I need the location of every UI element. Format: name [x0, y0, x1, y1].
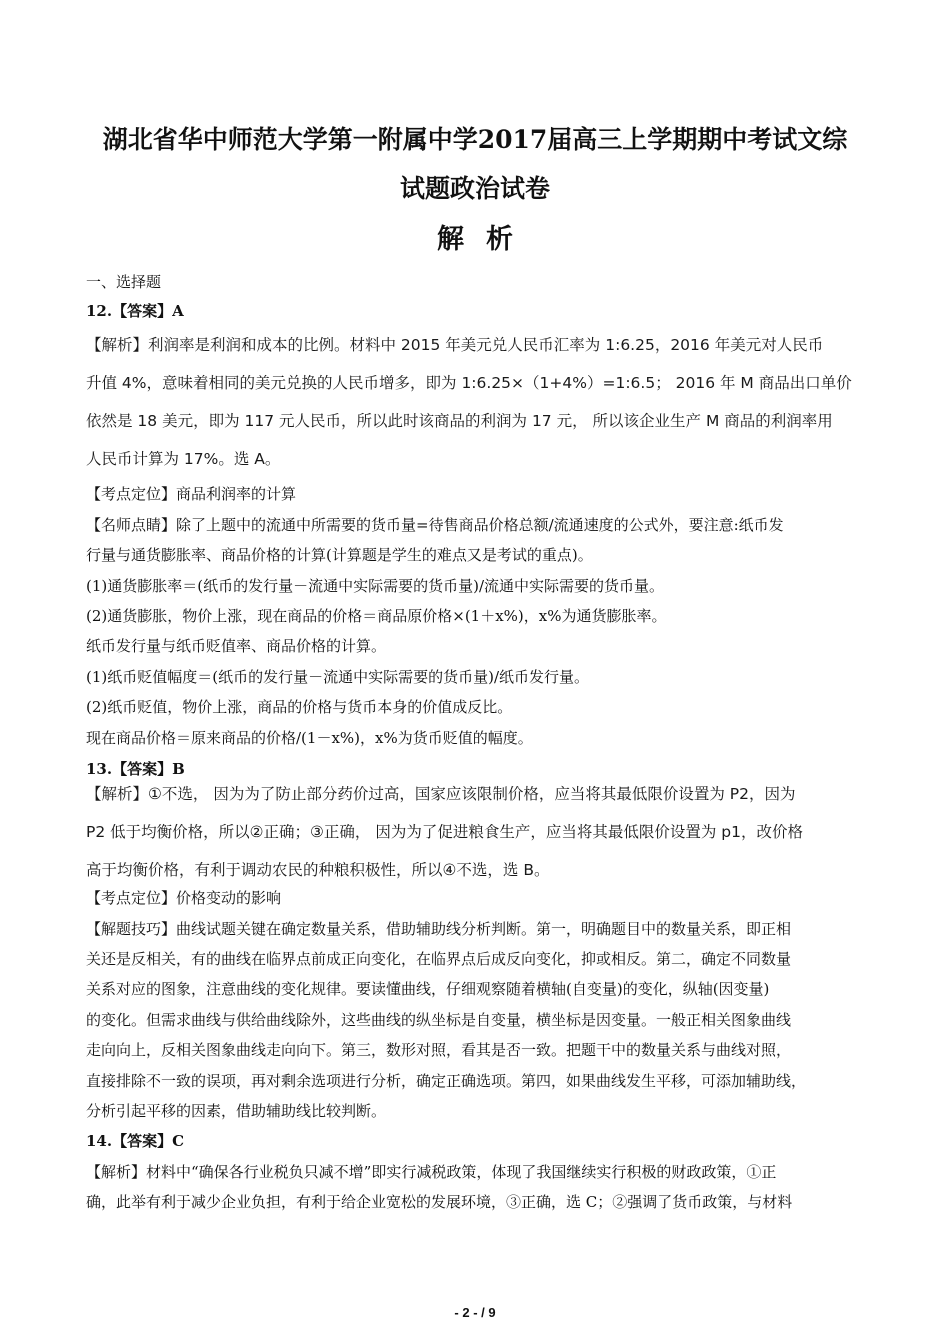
q12-tip-line: 【名师点睛】除了上题中的流通中所需要的货币量=待售商品价格总额/流通速度的公式外，要注意:纸币发 — [86, 516, 784, 534]
page-number: - 2 - / 9 — [454, 1305, 496, 1320]
q13-analysis-line: P2 低于均衡价格，所以②正确；③正确， 因为为了促进粮食生产，应当将其最低限价设置为 p1，改价格 — [86, 823, 803, 841]
q12-tip-line: 纸币发行量与纸币贬值率、商品价格的计算。 — [86, 637, 387, 655]
q13-analysis-line: 【解析】①不选， 因为为了防止部分药价过高，国家应该限制价格，应当将其最低限价设置为 P2，因为 — [86, 785, 796, 803]
document-subtitle: 解析 — [437, 224, 535, 255]
q12-answer: 12.【答案】A — [86, 302, 184, 320]
q14-answer: 14.【答案】C — [86, 1132, 185, 1150]
q12-tip-line: (1)纸币贬值幅度＝(纸币的发行量－流通中实际需要的货币量)/纸币发行量。 — [86, 668, 590, 686]
q12-tip-line: (1)通货膨胀率＝(纸币的发行量－流通中实际需要的货币量)/流通中实际需要的货币量。 — [86, 577, 665, 595]
q12-analysis-line: 【解析】利润率是利润和成本的比例。材料中 2015 年美元兑人民币汇率为 1:6.25，2016 年美元对人民币 — [86, 336, 824, 354]
q12-tip-line: (2)通货膨胀，物价上涨，现在商品的价格＝商品原价格×(1＋x%)，x%为通货膨胀率。 — [86, 607, 667, 625]
q14-analysis-line: 确，此举有利于减少企业负担，有利于给企业宽松的发展环境，③正确，选 C；②强调了货币政策，与材料 — [86, 1193, 793, 1211]
q13-tip-line: 关系对应的图象，注意曲线的变化规律。要读懂曲线，仔细观察随着横轴(自变量)的变化，纵轴(因变量) — [86, 980, 770, 998]
document-title-line-2: 试题政治试卷 — [399, 174, 550, 203]
q12-analysis-line: 升值 4%，意味着相同的美元兑换的人民币增多，即为 1:6.25×（1+4%）=1:6.5； 2016 年 M 商品出口单价 — [86, 374, 852, 392]
q14-analysis-line: 【解析】材料中“确保各行业税负只减不增”即实行减税政策，体现了我国继续实行积极的财政政策，①正 — [86, 1163, 777, 1181]
document-title-line-1: 湖北省华中师范大学第一附属中学2017届高三上学期期中考试文综 — [102, 125, 848, 154]
q13-point: 【考点定位】价格变动的影响 — [86, 889, 282, 907]
q12-analysis-line: 人民币计算为 17%。选 A。 — [86, 450, 281, 468]
q13-tip-line: 关还是反相关，有的曲线在临界点前成正向变化，在临界点后成反向变化，抑或相反。第二，确定不同数量 — [86, 950, 792, 968]
section-heading: 一、选择题 — [86, 273, 162, 291]
q12-analysis-line: 依然是 18 美元，即为 117 元人民币，所以此时该商品的利润为 17 元， 所以该企业生产 M 商品的利润率用 — [86, 412, 833, 430]
q12-tip-line: 行量与通货膨胀率、商品价格的计算(计算题是学生的难点又是考试的重点)。 — [86, 546, 593, 564]
q12-tip-line: (2)纸币贬值，物价上涨，商品的价格与货币本身的价值成反比。 — [86, 698, 513, 716]
q12-tip-line: 现在商品价格＝原来商品的价格/(1－x%)，x%为货币贬值的幅度。 — [86, 729, 533, 747]
q12-point: 【考点定位】商品利润率的计算 — [86, 485, 297, 503]
q13-analysis-line: 高于均衡价格，有利于调动农民的种粮积极性，所以④不选，选 B。 — [86, 861, 550, 879]
q13-answer: 13.【答案】B — [86, 760, 185, 778]
q13-tip-line: 分析引起平移的因素，借助辅助线比较判断。 — [86, 1102, 387, 1120]
q13-tip-line: 【解题技巧】曲线试题关键在确定数量关系，借助辅助线分析判断。第一，明确题目中的数量关系，即正相 — [86, 920, 792, 938]
q13-tip-line: 直接排除不一致的误项，再对剩余选项进行分析，确定正确选项。第四，如果曲线发生平移，可添加辅助线， — [86, 1072, 807, 1090]
q13-tip-line: 的变化。但需求曲线与供给曲线除外，这些曲线的纵坐标是自变量，横坐标是因变量。一般正相关图象曲线 — [86, 1011, 792, 1029]
q13-tip-line: 走向向上，反相关图象曲线走向向下。第三，数形对照，看其是否一致。把题干中的数量关系与曲线对照， — [86, 1041, 792, 1059]
